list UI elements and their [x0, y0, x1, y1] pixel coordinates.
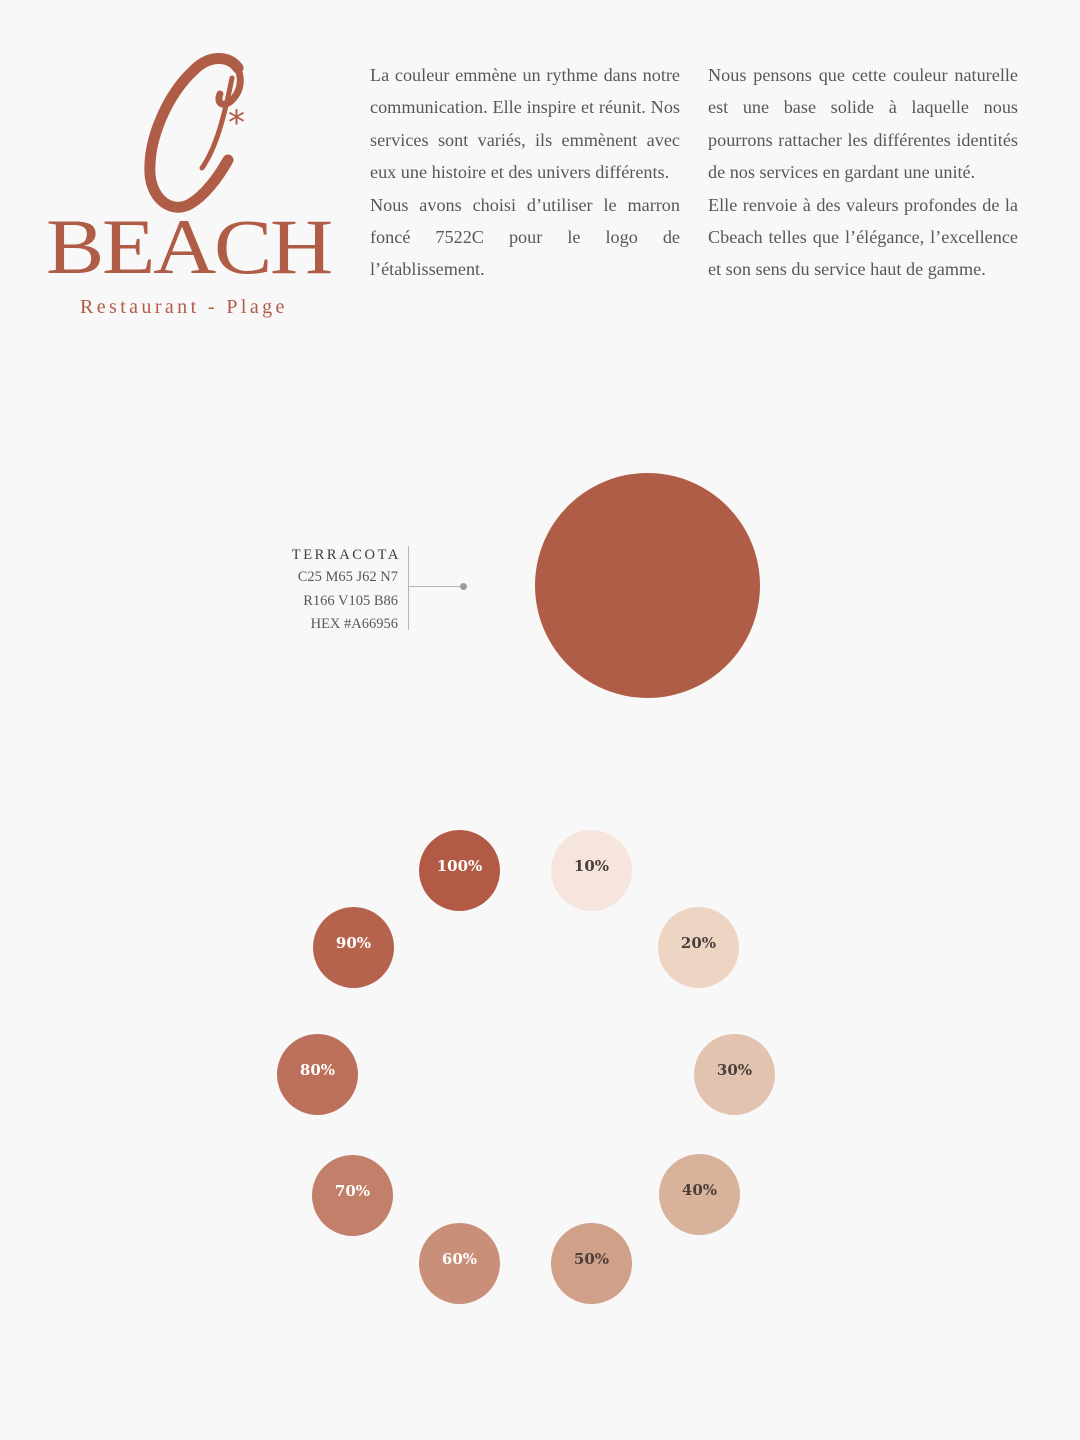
tint-circle-20	[658, 907, 739, 988]
swatch-name: TERRACOTA	[291, 547, 401, 563]
swatch-rvb: R166 V105 B86	[303, 592, 398, 609]
tint-circle-40	[659, 1154, 740, 1235]
tint-circle-30	[694, 1034, 775, 1115]
leader-horizontal-line	[409, 586, 463, 587]
tint-label: 40%	[681, 1180, 718, 1199]
tint-label: 30%	[716, 1060, 753, 1079]
cbeach-logo	[40, 40, 340, 330]
intro-column-right	[708, 59, 1018, 286]
paragraph: Nous avons choisi d’utiliser le marron foncé 7522C pour le logo de l’établissement.	[370, 194, 680, 280]
tint-label: 80%	[299, 1060, 336, 1079]
paragraph: Elle renvoie à des valeurs profondes de la Cbeach telles que l’élégance, l’excellence et son sens du service haut de gamme.	[708, 194, 1018, 280]
swatch-hex: HEX #A66956	[310, 616, 398, 632]
logo-star: *	[228, 103, 245, 143]
tint-label: 70%	[334, 1181, 371, 1200]
leader-dot	[460, 583, 467, 590]
tint-label: 50%	[573, 1249, 610, 1268]
tint-circle-50	[551, 1223, 632, 1304]
tint-label: 90%	[335, 933, 372, 952]
tint-circle-60	[419, 1223, 500, 1304]
logo-tagline: Restaurant - Plage	[80, 296, 288, 318]
tint-label: 10%	[573, 856, 610, 875]
tint-circle-80	[277, 1034, 358, 1115]
leader-vertical-line	[408, 546, 409, 630]
tint-circle-10	[551, 830, 632, 911]
swatch-specs	[250, 544, 401, 637]
terracota-color-circle	[535, 473, 760, 698]
tint-circle-100	[419, 830, 500, 911]
tint-circle-90	[313, 907, 394, 988]
tint-label: 20%	[680, 933, 717, 952]
paragraph: Nous pensons que cette couleur naturelle est une base solide à laquelle nous pourrons rattacher les différentes identités de nos services en gardant une unité.	[708, 65, 1018, 183]
swatch-cmjn: C25 M65 J62 N7	[297, 569, 398, 585]
intro-column-left	[370, 59, 680, 286]
paragraph: La couleur emmène un rythme dans notre communication. Elle inspire et réunit. Nos services sont variés, ils emmènent avec eux une histoire et des univers différents.	[370, 65, 680, 183]
logo-wordmark: BEACH	[46, 203, 331, 290]
tint-label: 60%	[441, 1249, 478, 1268]
tint-label: 100%	[436, 856, 483, 875]
tint-circle-70	[312, 1155, 393, 1236]
